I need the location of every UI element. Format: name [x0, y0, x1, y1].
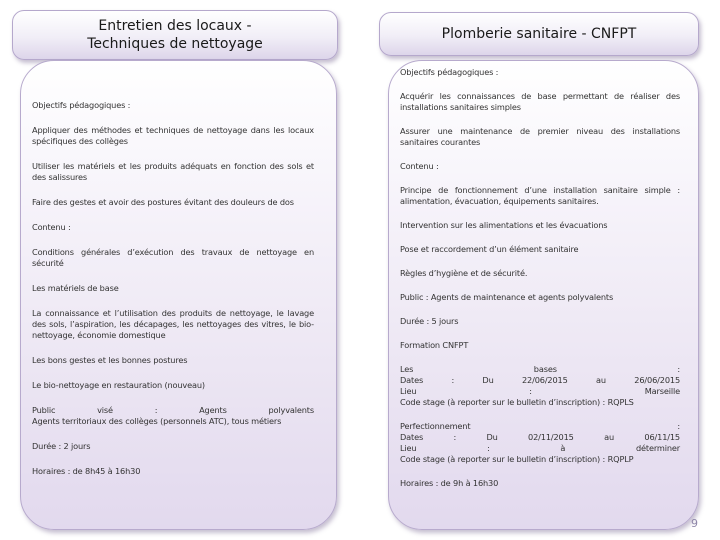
right-course-title: [379, 12, 699, 56]
right-title-line-1: Plomberie sanitaire - CNFPT: [441, 26, 637, 42]
right-paragraph-line: Pose et raccordement d’un élément sanitaire: [400, 244, 579, 254]
right-paragraph-line: Les bases :: [400, 364, 680, 374]
left-paragraph-line: Les matériels de base: [32, 283, 119, 293]
left-title-line-1: Entretien des locaux -: [98, 18, 252, 34]
right-paragraph: [400, 161, 680, 172]
right-paragraph: [400, 478, 680, 489]
left-paragraph: [32, 466, 314, 477]
left-paragraph: [32, 100, 314, 111]
left-course-content: [32, 100, 314, 477]
right-paragraph-line: Assurer une maintenance de premier niveau des installations: [400, 126, 680, 136]
right-paragraph-line: Code stage (à reporter sur le bulletin d’inscription) : RQPLP: [400, 454, 634, 464]
left-paragraph-line: Le bio-nettoyage en restauration (nouveau): [32, 380, 205, 390]
left-paragraph-line: sécurité: [32, 258, 64, 268]
left-paragraph-line: Durée : 2 jours: [32, 441, 91, 451]
right-paragraph-line: Lieu : à déterminer: [400, 443, 680, 453]
left-paragraph: [32, 222, 314, 233]
left-paragraph: [32, 441, 314, 452]
left-paragraph-line: des salissures: [32, 172, 88, 182]
right-paragraph-line: Perfectionnement :: [400, 421, 680, 431]
right-paragraph-line: Formation CNFPT: [400, 340, 469, 350]
right-paragraph-line: alimentation, évacuation, équipements sanitaires.: [400, 196, 599, 206]
left-paragraph: [32, 405, 314, 427]
right-paragraph-line: Contenu :: [400, 161, 439, 171]
left-paragraph-line: nettoyage, économie domestique: [32, 330, 166, 340]
left-paragraph: [32, 283, 314, 294]
right-paragraph-line: sanitaires courantes: [400, 137, 481, 147]
left-paragraph-line: La connaissance et l’utilisation des produits de nettoyage, le lavage: [32, 308, 314, 318]
right-paragraph-line: Horaires : de 9h à 16h30: [400, 478, 499, 488]
left-paragraph-line: des sols, l’aspiration, les décapages, les nettoyages des vitres, le bio-: [32, 319, 314, 329]
page-number: 9: [691, 517, 698, 530]
right-paragraph-line: Acquérir les connaissances de base permettant de réaliser des: [400, 91, 680, 101]
left-paragraph-line: Les bons gestes et les bonnes postures: [32, 355, 188, 365]
left-paragraph-line: Contenu :: [32, 222, 71, 232]
left-paragraph-line: Horaires : de 8h45 à 16h30: [32, 466, 141, 476]
left-paragraph: [32, 308, 314, 341]
left-paragraph-line: Objectifs pédagogiques :: [32, 100, 131, 110]
left-course-title: [12, 10, 338, 60]
right-paragraph-line: Intervention sur les alimentations et les évacuations: [400, 220, 608, 230]
right-paragraph-line: Public : Agents de maintenance et agents polyvalents: [400, 292, 614, 302]
right-paragraph-line: Lieu : Marseille: [400, 386, 680, 396]
right-paragraph-line: installations sanitaires simples: [400, 102, 521, 112]
left-paragraph: [32, 380, 314, 391]
right-paragraph: [400, 67, 680, 78]
right-paragraph: [400, 340, 680, 351]
right-paragraph-line: Code stage (à reporter sur le bulletin d’inscription) : RQPLS: [400, 397, 634, 407]
left-paragraph-line: Conditions générales d’exécution des travaux de nettoyage en: [32, 247, 314, 257]
left-paragraph: [32, 355, 314, 366]
left-paragraph-line: Agents territoriaux des collèges (personnels ATC), tous métiers: [32, 416, 282, 426]
left-paragraph-line: Appliquer des méthodes et techniques de nettoyage dans les locaux: [32, 125, 314, 135]
right-paragraph: [400, 244, 680, 255]
left-paragraph: [32, 197, 314, 208]
left-paragraph-line: spécifiques des collèges: [32, 136, 128, 146]
right-paragraph-line: Dates : Du 02/11/2015 au 06/11/15: [400, 432, 680, 442]
right-paragraph: [400, 421, 680, 465]
right-paragraph: [400, 91, 680, 113]
right-paragraph: [400, 220, 680, 231]
left-paragraph: [32, 247, 314, 269]
right-paragraph: [400, 316, 680, 327]
right-paragraph: [400, 185, 680, 207]
right-paragraph: [400, 126, 680, 148]
right-paragraph: [400, 292, 680, 303]
right-paragraph-line: Principe de fonctionnement d’une installation sanitaire simple :: [400, 185, 680, 195]
left-paragraph-line: Utiliser les matériels et les produits adéquats en fonction des sols et: [32, 161, 314, 171]
right-paragraph: [400, 364, 680, 408]
left-paragraph-line: Faire des gestes et avoir des postures évitant des douleurs de dos: [32, 197, 294, 207]
right-paragraph-line: Dates : Du 22/06/2015 au 26/06/2015: [400, 375, 680, 385]
right-course-content: [400, 67, 680, 489]
left-paragraph: [32, 161, 314, 183]
left-title-line-2: Techniques de nettoyage: [87, 36, 263, 52]
left-paragraph: [32, 125, 314, 147]
right-paragraph-line: Objectifs pédagogiques :: [400, 67, 499, 77]
right-paragraph-line: Durée : 5 jours: [400, 316, 459, 326]
right-paragraph-line: Règles d’hygiène et de sécurité.: [400, 268, 528, 278]
left-paragraph-line: Public visé : Agents polyvalents: [32, 405, 314, 415]
right-paragraph: [400, 268, 680, 279]
